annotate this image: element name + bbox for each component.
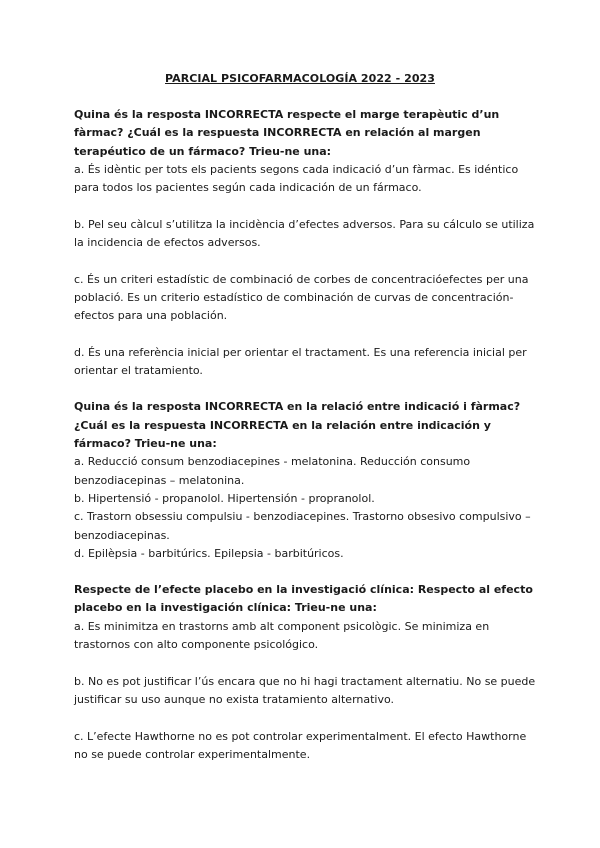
answer-option-b: b. No es pot justificar l’ús encara que no hi hagi tractament alternatiu. No se puede justificar su uso aunque no exista tratamiento alternativo. — [74, 674, 536, 706]
answer-option-c: c. L’efecte Hawthorne no es pot controlar experimentalment. El efecto Hawthorne no se puede controlar experimentalmente. — [74, 729, 527, 761]
document-title: PARCIAL PSICOFARMACOLOGÍA 2022 - 2023 — [165, 72, 435, 85]
question-2 — [74, 398, 536, 563]
answer-option-c: c. És un criteri estadístic de combinació de corbes de concentracióefectes per una població. Es un criterio estadístico de combinación de curvas de concentración-efectos para una población. — [74, 272, 529, 323]
answer-option-a: a. Es minimitza en trastorns amb alt component psicològic. Se minimiza en trastornos con alto componente psicológico. — [74, 619, 490, 652]
question-3 — [74, 581, 536, 764]
answer-option-c: c. Trastorn obsessiu compulsiu - benzodiacepines. Trastorno obsesivo compulsivo – benzodiacepinas. — [74, 510, 531, 542]
question-text: Quina és la resposta INCORRECTA respecte el marge terapèutic d’un fàrmac? ¿Cuál es la respuesta INCORRECTA en relación al margen terapéutico de un fármaco? Trieu-ne una: — [74, 108, 500, 158]
answer-option-d: d. És una referència inicial per orientar el tractament. Es una referencia inicial per orientar el tratamiento. — [74, 345, 527, 378]
answer-option-b: b. Pel seu càlcul s’utilitza la incidència d’efectes adversos. Para su cálculo se utiliza la incidencia de efectos adversos. — [74, 217, 535, 250]
answer-option-a: a. Reducció consum benzodiacepines - melatonina. Reducción consumo benzodiacepinas – melatonina. — [74, 455, 471, 487]
answer-option-a: a. És idèntic per tots els pacients segons cada indicació d’un fàrmac. Es idéntico para todos los pacientes según cada indicación de un fármaco. — [74, 162, 519, 195]
question-text: Quina és la resposta INCORRECTA en la relació entre indicació i fàrmac? ¿Cuál es la respuesta INCORRECTA en la relación entre indicación y fármaco? Trieu-ne una: — [74, 400, 521, 451]
question-text: Respecte de l’efecte placebo en la investigació clínica: Respecto al efecto placebo en la investigación clínica: Trieu-ne una: — [74, 583, 533, 615]
question-1 — [74, 106, 536, 380]
document-body — [74, 106, 536, 782]
answer-option-d: d. Epilèpsia - barbitúrics. Epilepsia - barbitúricos. — [74, 546, 344, 560]
answer-option-b: b. Hipertensió - propanolol. Hipertensión - propranolol. — [74, 491, 375, 505]
